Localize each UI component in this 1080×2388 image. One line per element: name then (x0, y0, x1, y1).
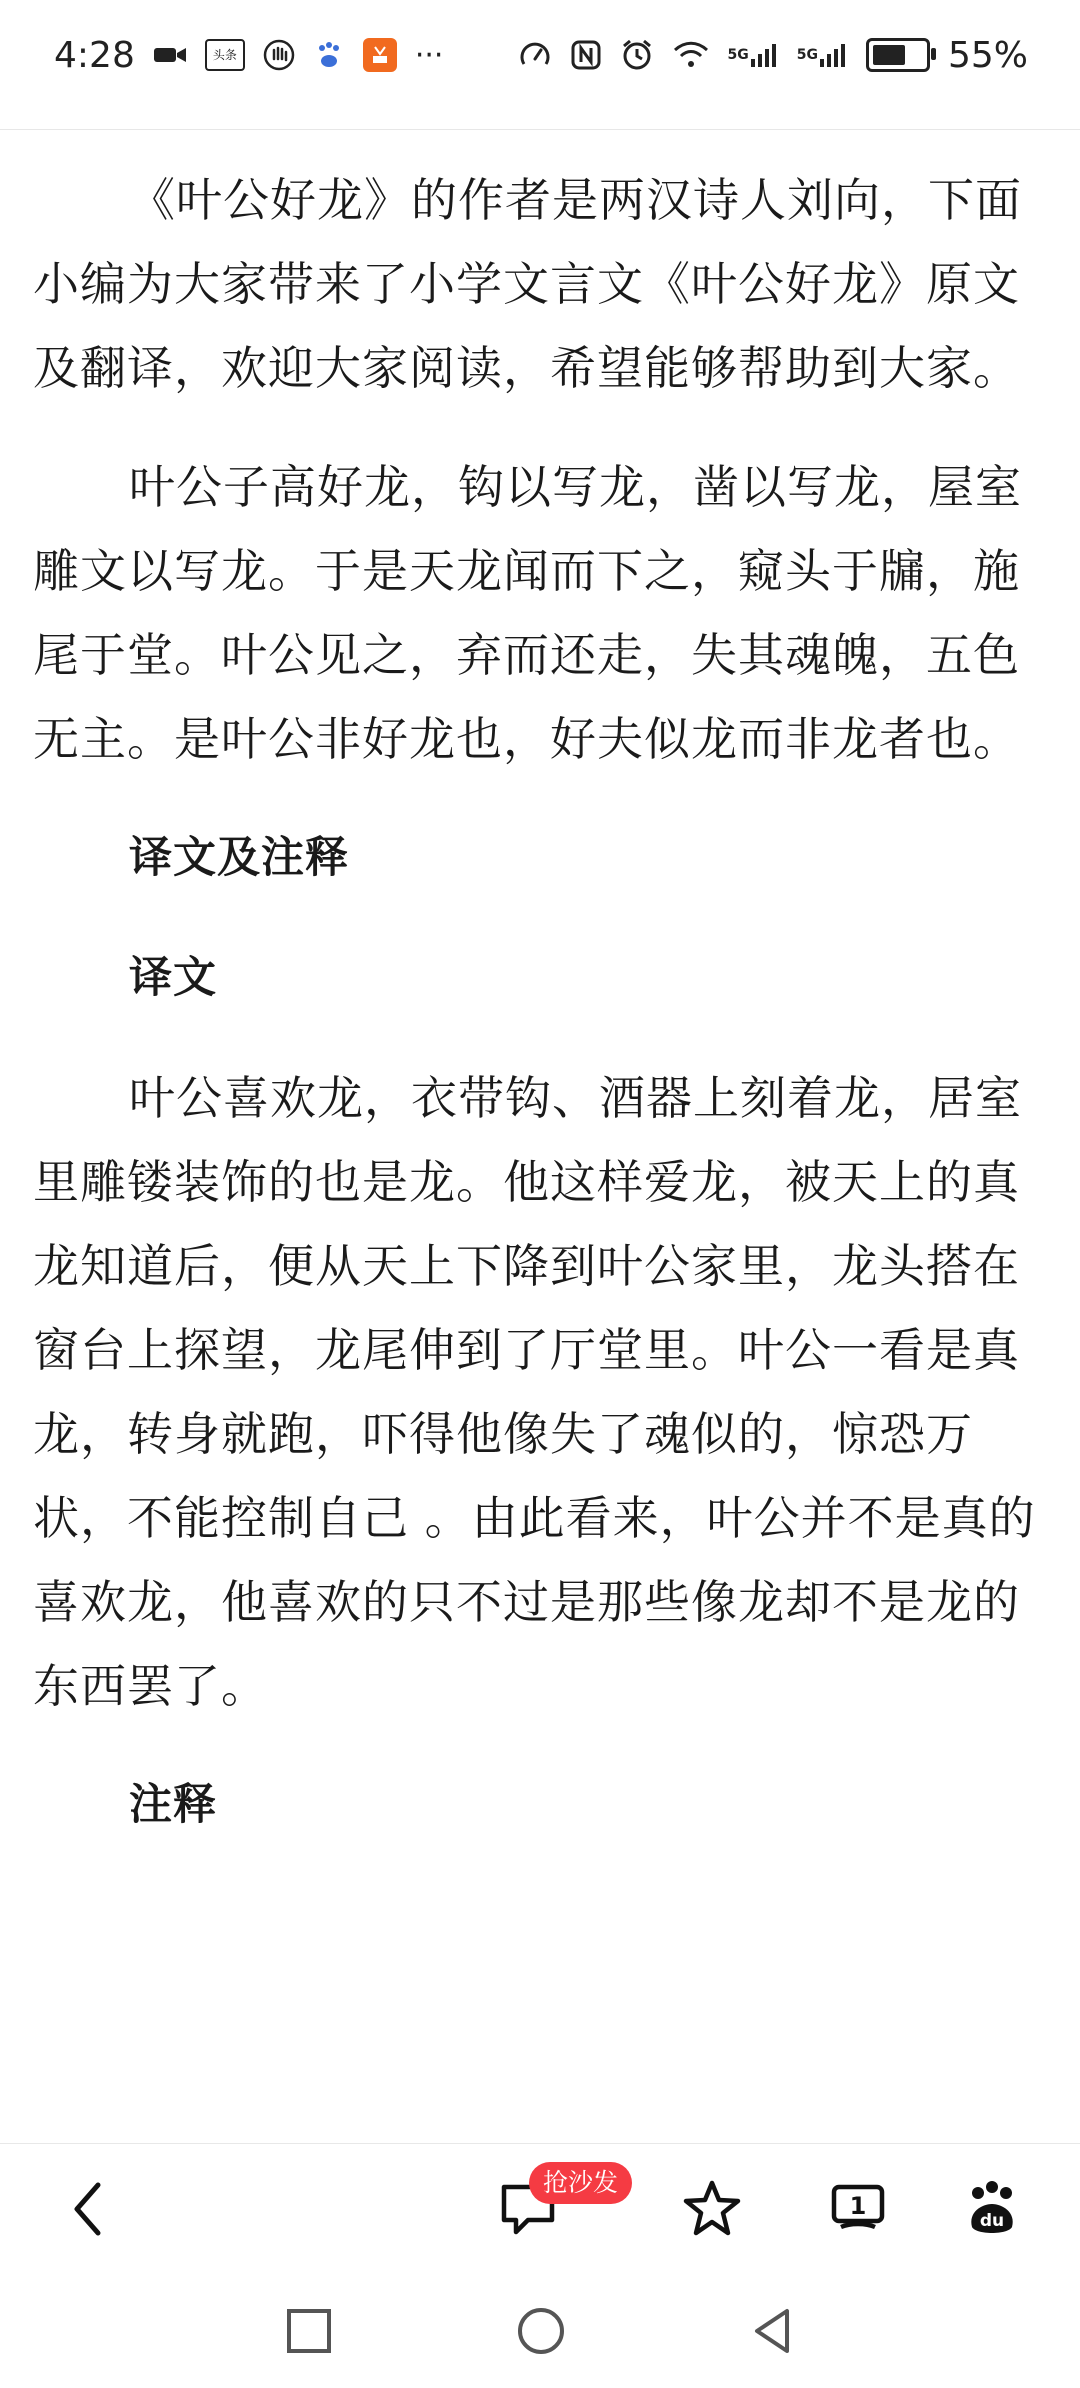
back-icon (747, 2305, 799, 2357)
top-divider (0, 129, 1080, 130)
toutiao-icon: 头条 (205, 39, 245, 71)
home-button[interactable] (510, 2300, 572, 2362)
wifi-icon (672, 40, 710, 70)
red-app-icon (363, 38, 397, 72)
translation-paragraph: 叶公喜欢龙，衣带钩、酒器上刻着龙，居室里雕镂装饰的也是龙。他这样爱龙，被天上的真龙知道后，便从天上下降到叶公家里，龙头搭在窗台上探望，龙尾伸到了厅堂里。叶公一看是真龙，转身就跑，吓得他像失了魂似的，惊恐万状，不能控制自己 。由此看来，叶公并不是真的喜欢龙，他喜欢的只不过是那些像龙却不是龙的东西罢了。 (33, 1071, 1036, 1713)
status-right (518, 35, 1028, 76)
more-icon: ··· (414, 37, 444, 73)
speedometer-icon (518, 38, 552, 72)
section-heading-translation: 译文 (129, 953, 217, 1003)
bottom-divider (0, 2143, 1080, 2144)
reader-button[interactable] (822, 2174, 894, 2244)
recents-button[interactable] (278, 2300, 340, 2362)
nfc-icon (570, 39, 602, 71)
baidu-icon (960, 2177, 1024, 2241)
baidu-button[interactable] (956, 2174, 1028, 2244)
signal-icon (728, 41, 779, 69)
time-text: 4:28 (54, 34, 135, 76)
status-left (54, 35, 443, 76)
recents-icon (285, 2307, 333, 2355)
section-heading-notes: 注释 (129, 1780, 217, 1830)
signal-label-1: 5G (727, 47, 749, 63)
classical-text-paragraph: 叶公子高好龙，钩以写龙，凿以写龙，屋室雕文以写龙。于是天龙闻而下之，窥头于牖，施尾于堂。叶公见之，弃而还走，失其魂魄，五色无主。是叶公非好龙也，好夫似龙而非龙者也。 (33, 460, 1022, 766)
battery-icon (866, 38, 930, 72)
reader-icon (826, 2179, 890, 2239)
star-icon (681, 2178, 743, 2240)
alarm-icon (620, 38, 654, 72)
back-button[interactable] (58, 2174, 120, 2244)
intro-paragraph: 《叶公好龙》的作者是两汉诗人刘向，下面小编为大家带来了小学文言文《叶公好龙》原文及翻译，欢迎大家阅读，希望能够帮助到大家。 (33, 173, 1022, 395)
camera-icon (153, 43, 187, 67)
baidu-paw-icon (313, 39, 345, 71)
section-heading-translation-notes: 译文及注释 (129, 833, 349, 883)
signal-label-2: 5G (796, 47, 818, 63)
favorite-button[interactable] (676, 2174, 748, 2244)
hand-icon (263, 39, 295, 71)
signal-icon-2 (797, 41, 848, 69)
back-icon (65, 2177, 113, 2241)
system-navigation-bar (0, 2276, 1080, 2388)
battery-percent: 55% (947, 34, 1028, 76)
reader-count: 1 (849, 2192, 867, 2220)
home-icon (515, 2305, 567, 2357)
status-bar (0, 0, 1080, 110)
system-back-button[interactable] (742, 2300, 804, 2362)
sofa-badge[interactable]: 抢沙发 (529, 2162, 632, 2204)
svg-text:du: du (979, 2211, 1005, 2231)
article-content (33, 158, 1043, 1883)
